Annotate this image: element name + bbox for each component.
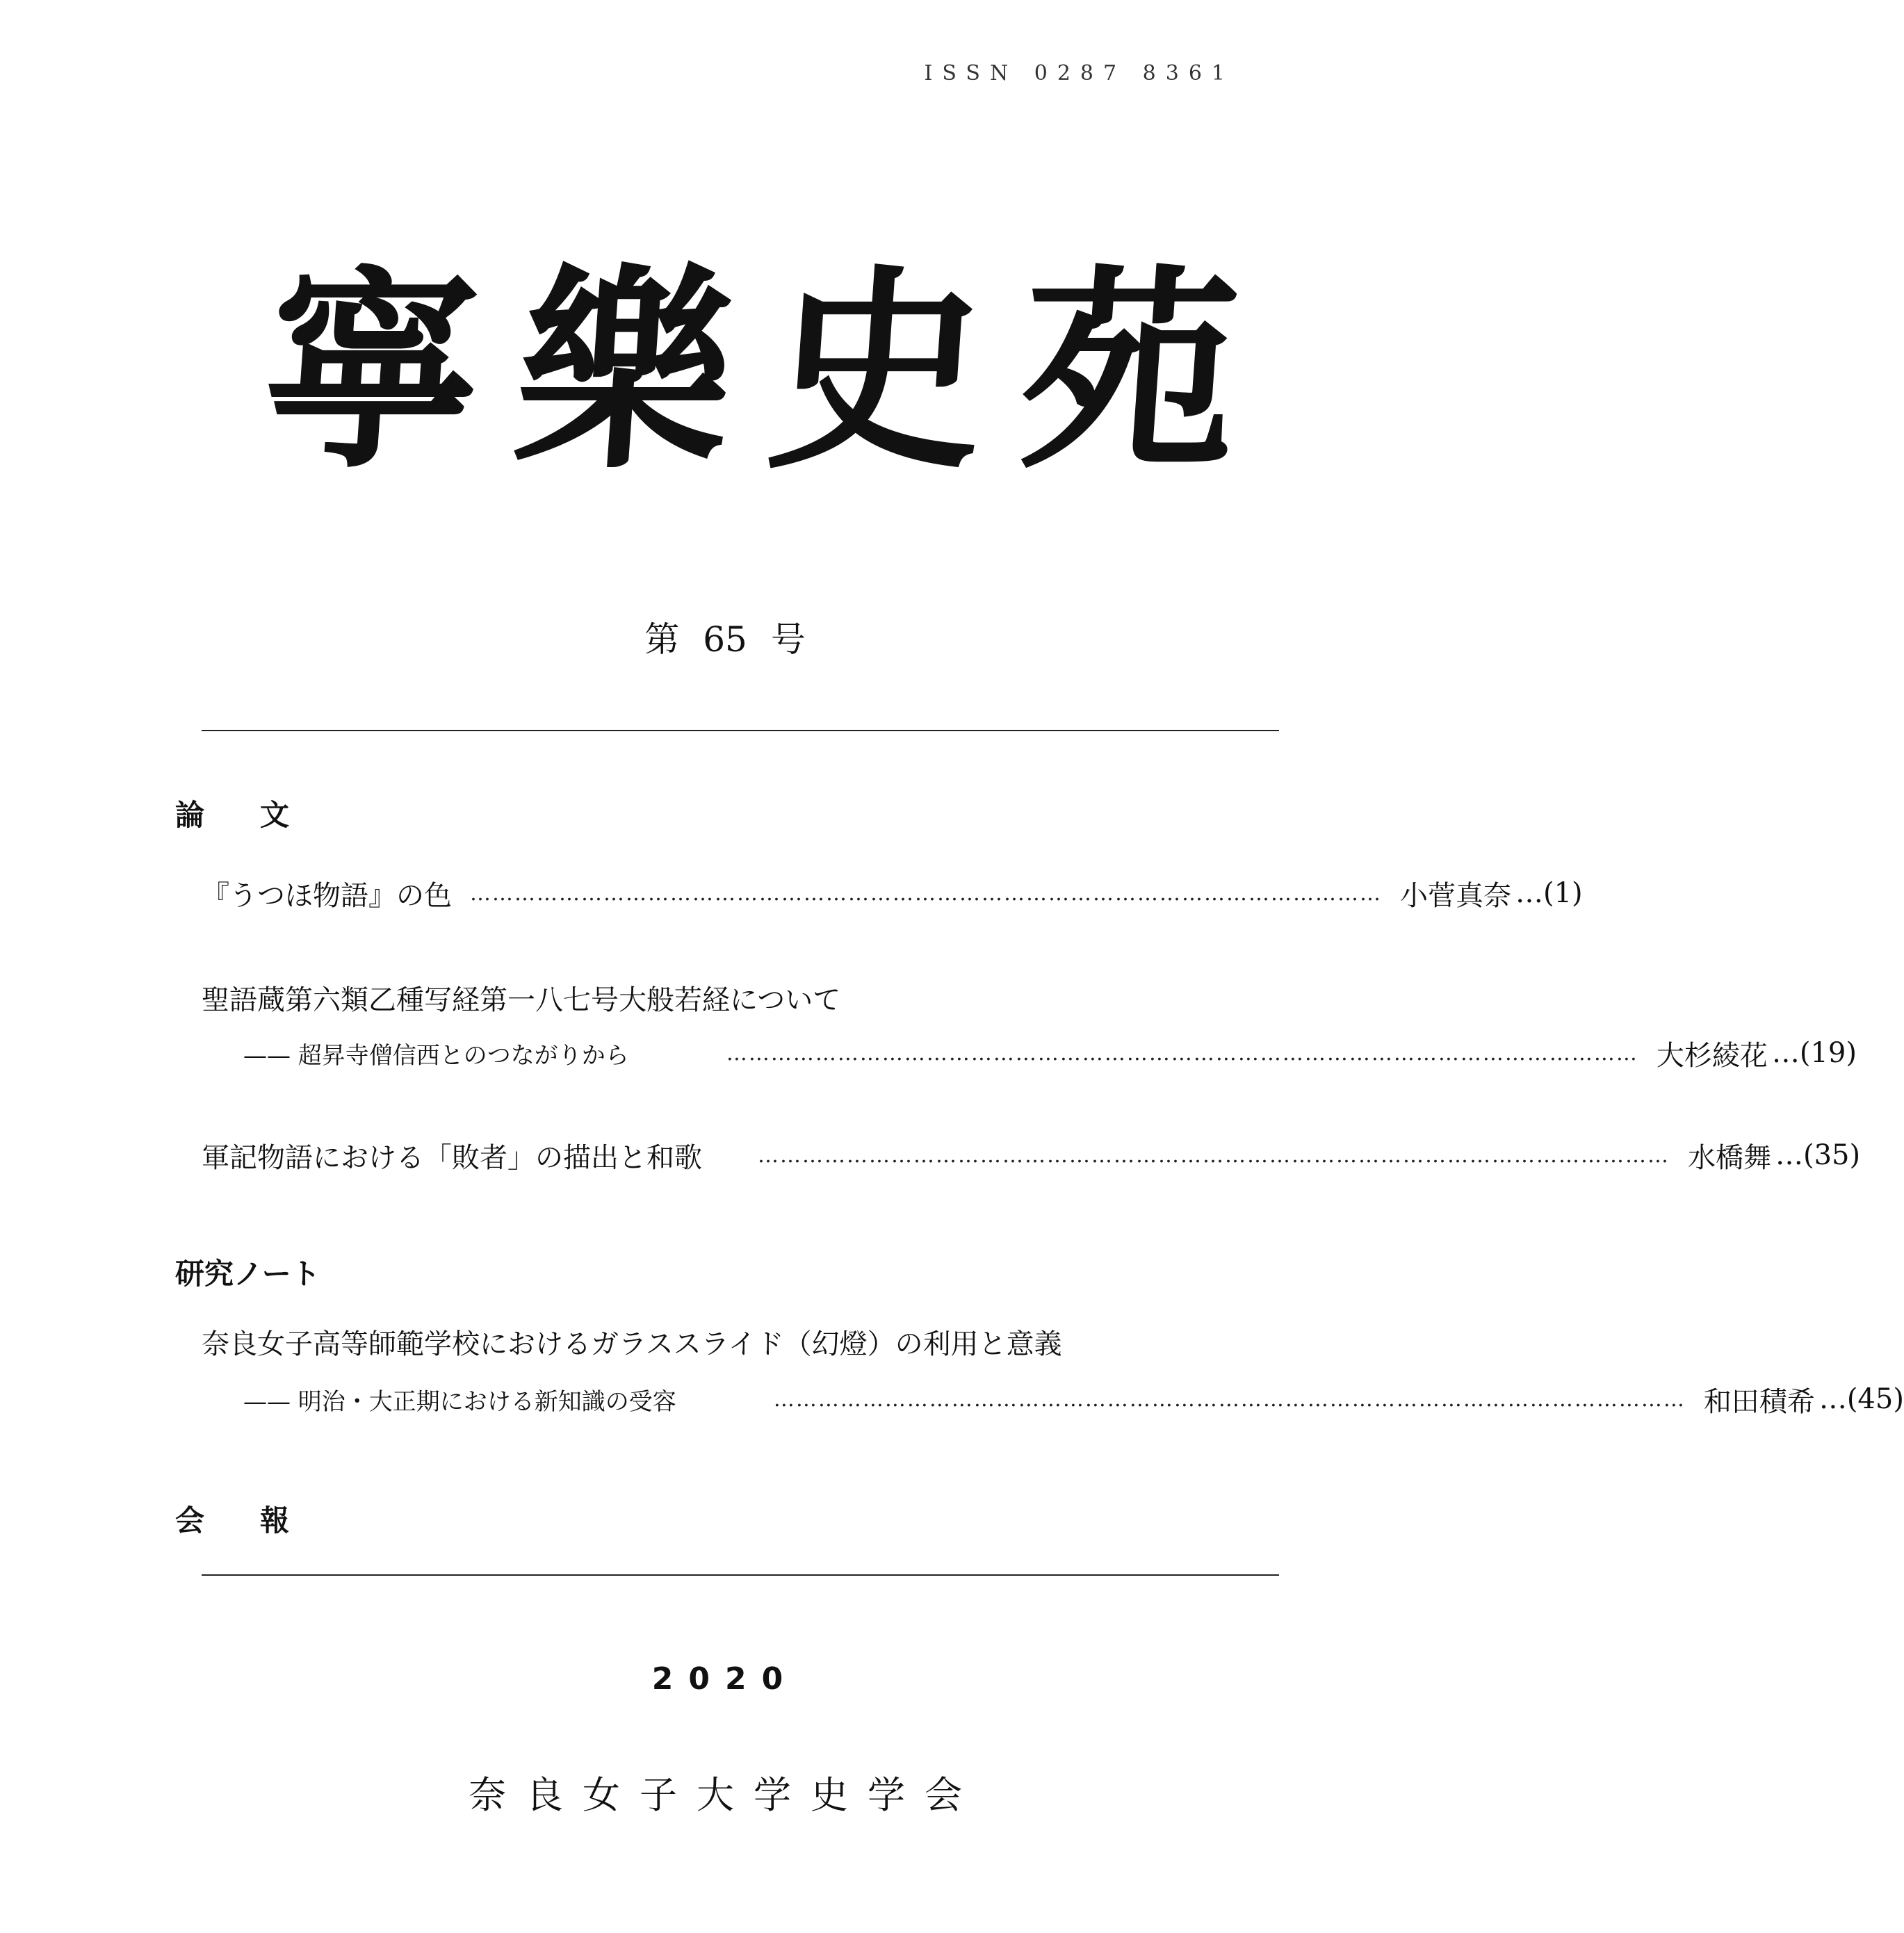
toc-entry-author-given: 綾花	[1711, 1039, 1768, 1072]
bottom-divider	[202, 1574, 1279, 1576]
toc-entry-subtitle: —— 明治・大正期における新知識の受容	[243, 1387, 676, 1416]
toc-entry-title: 『うつほ物語』の色	[202, 879, 452, 912]
title-char-2: 樂	[507, 245, 742, 498]
title-char-4: 苑	[1013, 245, 1246, 498]
issn-number: ISSN 0287 8361	[924, 61, 1235, 85]
leader-dots: ……………………………………………………………………………………………………………	[773, 1387, 1686, 1412]
toc-entry-author: 和田	[1703, 1385, 1759, 1418]
toc-entry-page: …(45)	[1818, 1383, 1904, 1415]
toc-entry[interactable]	[202, 1134, 1861, 1176]
toc-entry-author-given: 積希	[1759, 1385, 1815, 1418]
publication-year: 2020	[651, 1661, 799, 1697]
toc-entry-page: …(19)	[1771, 1037, 1857, 1069]
issue-value: 65	[703, 619, 747, 660]
toc-entry-author: 水橋	[1688, 1141, 1743, 1174]
toc-entry-subtitle-row	[202, 1032, 1857, 1074]
section-heading-report: 会報	[175, 1503, 345, 1538]
toc-entry-subtitle-row	[202, 1378, 1904, 1420]
toc-entry-author: 小菅	[1400, 879, 1456, 912]
leader-dots: ……………………………………………………………………………………………………………	[726, 1041, 1638, 1066]
toc-entry-page: …(1)	[1515, 877, 1583, 909]
title-char-3: 史	[760, 245, 994, 498]
top-divider	[202, 730, 1279, 731]
toc-entry-author-given: 舞	[1743, 1141, 1771, 1174]
leader-dots: ……………………………………………………………………………………………………………	[758, 1143, 1670, 1168]
title-char-1: 寧	[255, 245, 489, 498]
toc-entry-page: …(35)	[1775, 1139, 1861, 1171]
toc-entry-author: 大杉	[1656, 1039, 1712, 1072]
toc-entry[interactable]	[202, 1321, 1300, 1362]
toc-entry[interactable]	[202, 977, 1300, 1018]
toc-entry[interactable]	[202, 872, 1583, 914]
leader-dots: ……………………………………………………………………………………………………………	[470, 881, 1382, 906]
toc-entry-subtitle: —— 超昇寺僧信西とのつながりから	[243, 1041, 629, 1070]
section-heading-papers: 論文	[175, 798, 345, 832]
publisher-name: 奈良女子大学史学会	[469, 1773, 982, 1817]
issue-suffix: 号	[770, 619, 806, 660]
toc-entry-author-given: 真奈	[1456, 879, 1511, 912]
section-heading-notes: 研究ノート	[175, 1257, 320, 1291]
toc-entry-title: 軍記物語における「敗者」の描出と和歌	[202, 1141, 702, 1174]
toc-entry-title: 奈良女子高等師範学校におけるガラススライド（幻燈）の利用と意義	[202, 1328, 1062, 1360]
toc-entry-title: 聖語蔵第六類乙種写経第一八七号大般若経について	[202, 984, 841, 1016]
issue-number	[0, 612, 1450, 662]
issue-prefix: 第	[644, 619, 680, 660]
journal-title	[250, 245, 1252, 498]
